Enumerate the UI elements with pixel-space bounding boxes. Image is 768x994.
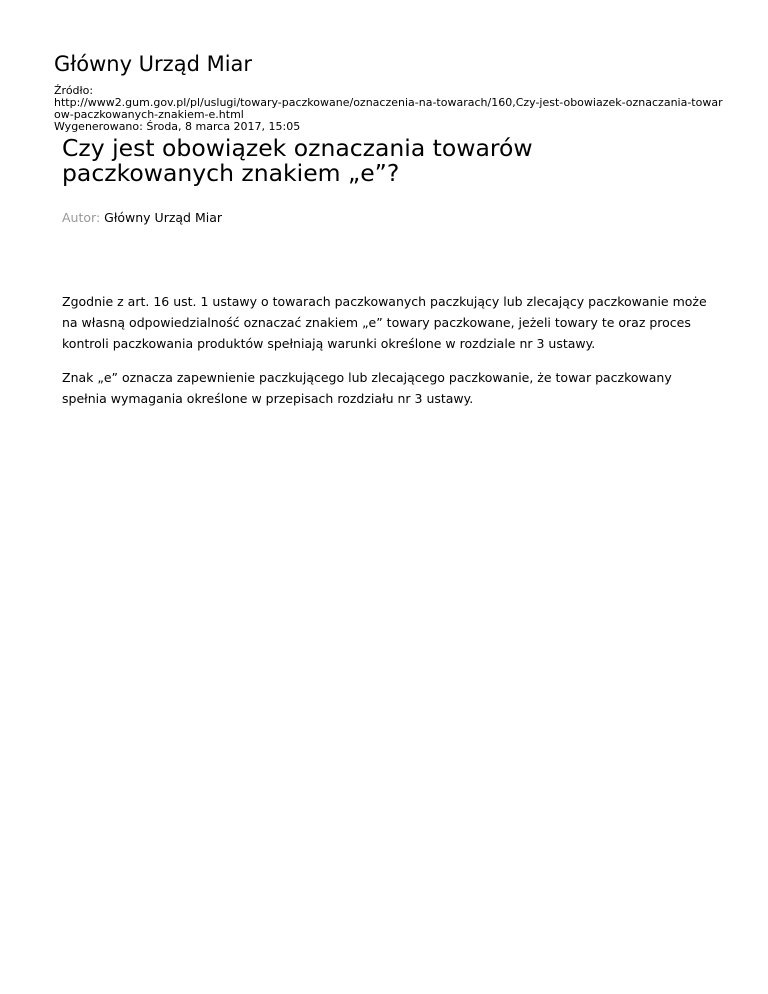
- source-info: [54, 85, 724, 133]
- author-label: Autor:: [62, 210, 101, 225]
- author-name: Główny Urząd Miar: [104, 210, 223, 225]
- site-title: Główny Urząd Miar: [54, 52, 253, 76]
- author-byline: [62, 210, 712, 226]
- article-paragraph: Zgodnie z art. 16 ust. 1 ustawy o towarach paczkowanych paczkujący lub zlecający paczkowanie może na własną odpowiedzialność oznaczać znakiem „e” towary paczkowane, jeżeli towary te oraz proces kontroli paczkowania produktów spełniają warunki określone w rozdziale nr 3 ustawy.: [62, 294, 707, 351]
- generated-timestamp: Wygenerowano: Środa, 8 marca 2017, 15:05: [54, 120, 301, 133]
- source-url[interactable]: http://www2.gum.gov.pl/pl/uslugi/towary-paczkowane/oznaczenia-na-towarach/160,Czy-jest-obowiazek-oznaczania-towarow-paczkowanych-znakiem-e.html: [54, 96, 723, 121]
- article-body: [62, 291, 712, 422]
- source-label: Źródło:: [54, 84, 94, 97]
- article-paragraph: Znak „e” oznacza zapewnienie paczkującego lub zlecającego paczkowanie, że towar paczkowany spełnia wymagania określone w przepisach rozdziału nr 3 ustawy.: [62, 370, 672, 406]
- article-header: [62, 136, 712, 226]
- article-title: Czy jest obowiązek oznaczania towarów paczkowanych znakiem „e”?: [62, 134, 533, 187]
